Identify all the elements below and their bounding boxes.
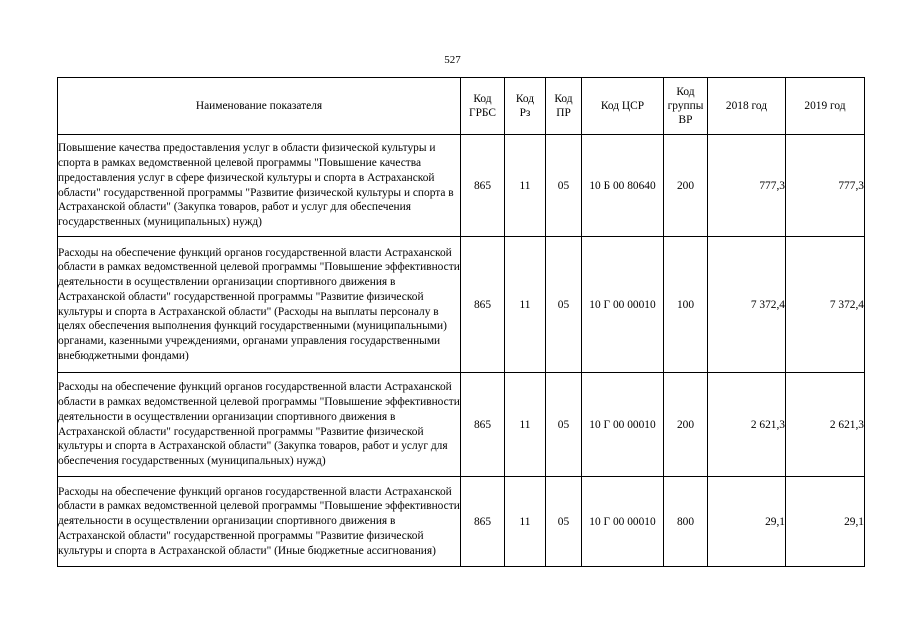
page-number: 527 [444,54,461,66]
vr-cell: 800 [664,477,708,567]
indicator-name-cell: Повышение качества предоставления услуг в области физической культуры и спорта в рамках ведомственной целевой программы "Повышение качества предоставления услуг в сфере физической культуры и спорта в Астраханской области" государственной программы "Развитие физической культуры и спорта в Астраханской области" (Закупка товаров, работ и услуг для обеспечения государственных (муниципальных) нужд) [58,135,461,237]
pr-cell: 05 [546,373,582,477]
header-grbs-line-2: ГРБС [469,107,496,119]
rz-cell: 11 [505,135,546,237]
amount-2018-cell: 2 621,3 [708,373,786,477]
amount-2019-cell: 2 621,3 [786,373,865,477]
header-year-2018-text: 2018 год [725,100,768,112]
header-row [58,78,865,135]
header-year-2019 [786,78,865,135]
amount-2019-cell: 777,3 [786,135,865,237]
pr-cell: 05 [546,237,582,373]
amount-2019-cell: 29,1 [786,477,865,567]
table-row [58,135,865,237]
header-vr-code [664,78,708,135]
header-vr-line-2: группы [667,100,704,112]
csr-cell: 10 Г 00 00010 [582,237,664,373]
rz-cell: 11 [505,237,546,373]
header-indicator-name [58,78,461,135]
vr-cell: 100 [664,237,708,373]
amount-2018-cell: 29,1 [708,477,786,567]
header-vr-line-1: Код [676,86,695,98]
header-pr-code [546,78,582,135]
grbs-cell: 865 [461,135,505,237]
budget-table [57,77,865,567]
header-pr-line-2: ПР [556,107,571,119]
vr-cell: 200 [664,135,708,237]
pr-cell: 05 [546,135,582,237]
header-grbs-code [461,78,505,135]
header-indicator-name-text: Наименование показателя [195,100,323,112]
csr-cell: 10 Б 00 80640 [582,135,664,237]
table-row [58,477,865,567]
indicator-name-cell: Расходы на обеспечение функций органов государственной власти Астраханской области в рамках ведомственной целевой программы "Повышение эффективности деятельности в осуществлении организации спортивного движения в Астраханской области" государственной программы "Развитие физической культуры и спорта в Астраханской области" (Расходы на выплаты персоналу в целях обеспечения выполнения функций государственными (муниципальными) органами, казенными учреждениями, органами управления государственными внебюджетными фондами) [58,237,461,373]
table-row [58,237,865,373]
grbs-cell: 865 [461,477,505,567]
header-csr-code [582,78,664,135]
rz-cell: 11 [505,477,546,567]
indicator-name-cell: Расходы на обеспечение функций органов государственной власти Астраханской области в рамках ведомственной целевой программы "Повышение эффективности деятельности в осуществлении организации спортивного движения в Астраханской области" государственной программы "Развитие физической культуры и спорта в Астраханской области" (Закупка товаров, работ и услуг для обеспечения государственных (муниципальных) нужд) [58,373,461,477]
amount-2018-cell: 7 372,4 [708,237,786,373]
header-pr-line-1: Код [554,93,573,105]
rz-cell: 11 [505,373,546,477]
amount-2018-cell: 777,3 [708,135,786,237]
header-grbs-line-1: Код [473,93,492,105]
header-year-2019-text: 2019 год [804,100,846,112]
amount-2019-cell: 7 372,4 [786,237,865,373]
header-rz-line-2: Рз [519,107,531,119]
header-rz-line-1: Код [515,93,535,105]
indicator-name-cell: Расходы на обеспечение функций органов государственной власти Астраханской области в рамках ведомственной целевой программы "Повышение эффективности деятельности в осуществлении организации спортивного движения в Астраханской области" государственной программы "Развитие физической культуры и спорта в Астраханской области" (Иные бюджетные ассигнования) [58,477,461,567]
csr-cell: 10 Г 00 00010 [582,477,664,567]
header-vr-line-3: ВР [678,114,693,126]
grbs-cell: 865 [461,237,505,373]
pr-cell: 05 [546,477,582,567]
header-csr-text: Код ЦСР [600,100,645,112]
header-rz-code [505,78,546,135]
table-row [58,373,865,477]
grbs-cell: 865 [461,373,505,477]
csr-cell: 10 Г 00 00010 [582,373,664,477]
vr-cell: 200 [664,373,708,477]
header-year-2018 [708,78,786,135]
